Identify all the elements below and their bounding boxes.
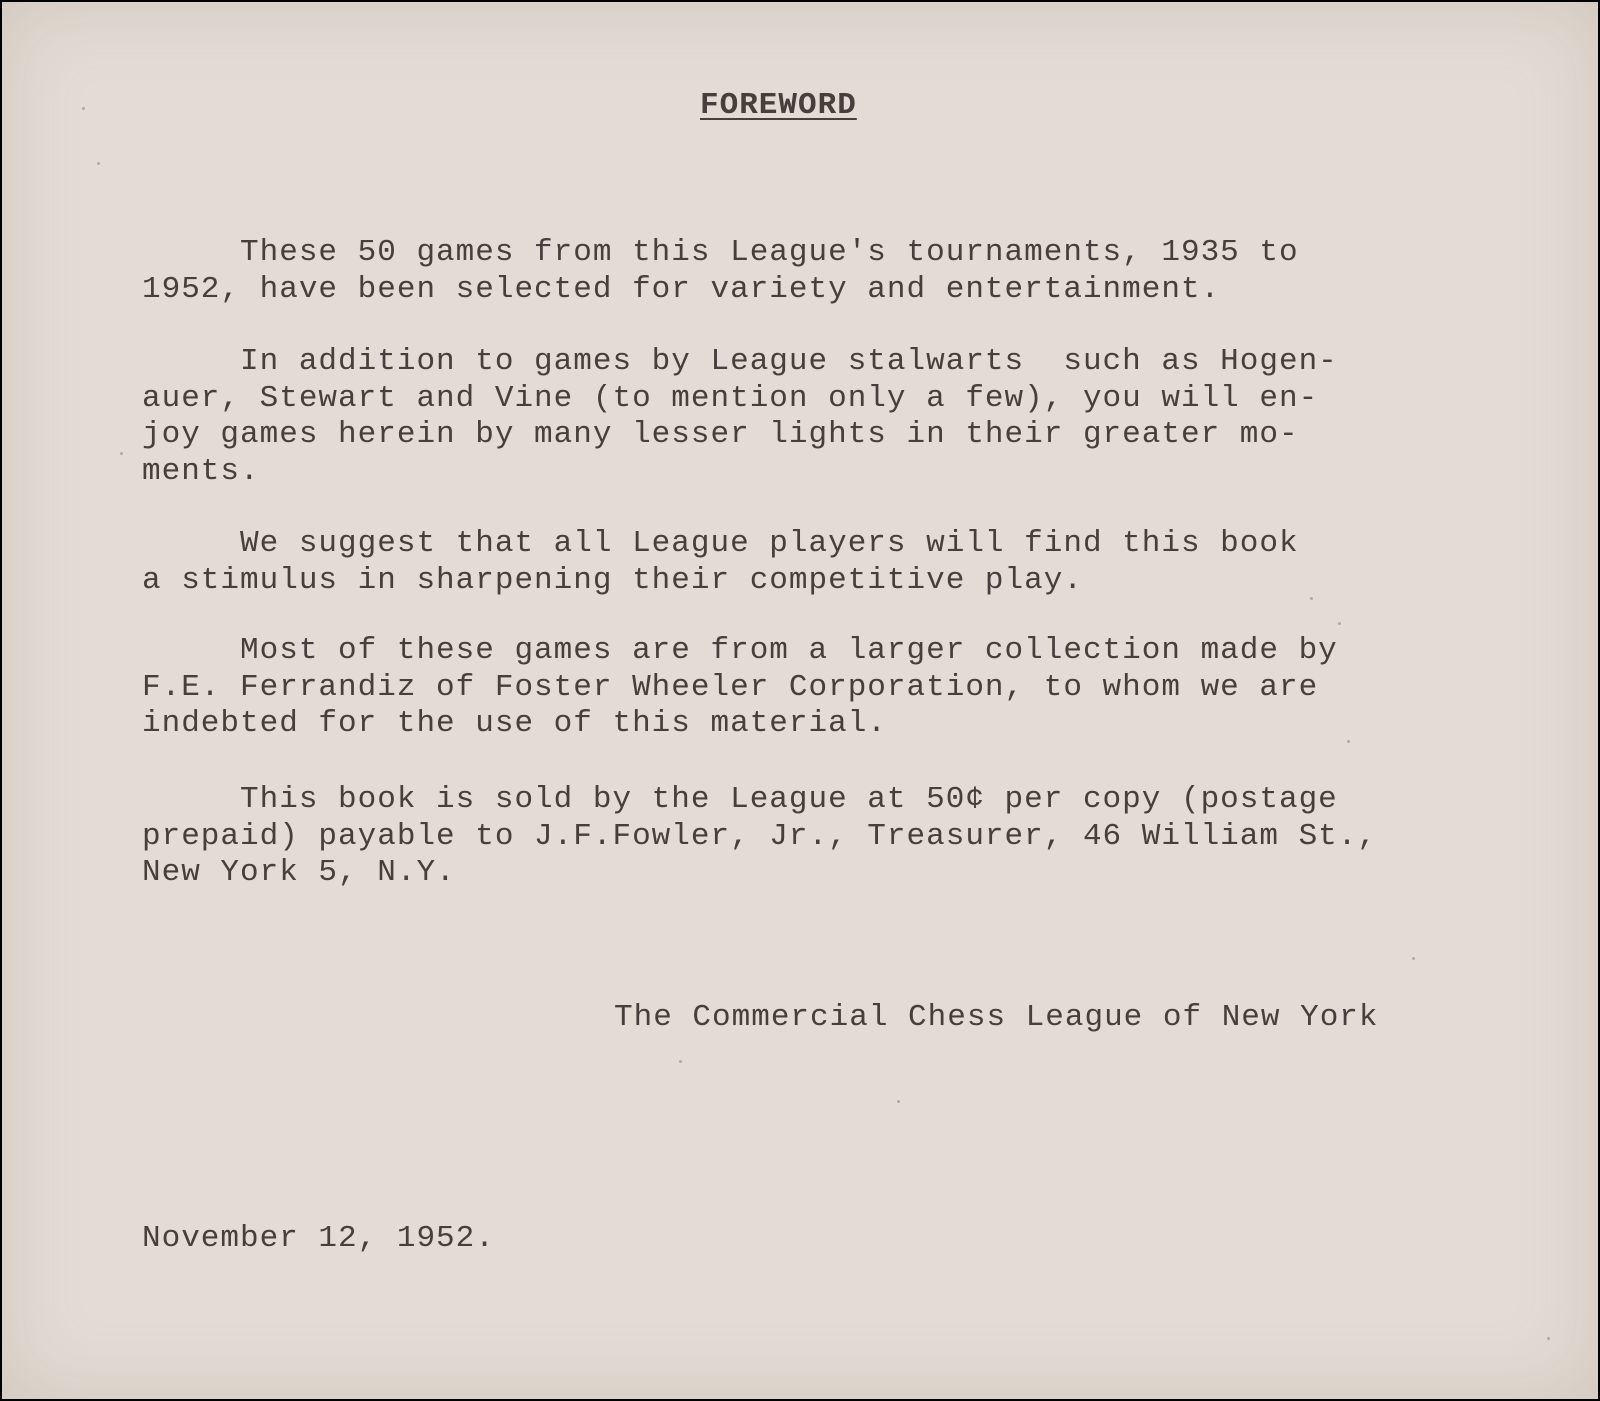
paragraph-games-selection: These 50 games from this League's tournaments, 1935 to 1952, have been selected for variety and entertainment. xyxy=(142,235,1299,307)
paper-speck xyxy=(897,1100,900,1103)
paper-speck xyxy=(1547,1337,1550,1340)
paragraph-league-players: In addition to games by League stalwarts such as Hogen- auer, Stewart and Vine (to mention only a few), you will en- joy games herein by many lesser lights in their greater mo- ments. xyxy=(142,344,1338,489)
paragraph-stimulus: We suggest that all League players will find this book a stimulus in sharpening their competitive play. xyxy=(142,526,1299,598)
paper-speck xyxy=(82,107,85,110)
paragraph-price-info: This book is sold by the League at 50¢ per copy (postage prepaid) payable to J.F.Fowler, Jr., Treasurer, 46 William St., New York 5, N.Y. xyxy=(142,782,1377,890)
signature-line: The Commercial Chess League of New York xyxy=(614,1000,1379,1035)
paper-speck xyxy=(1347,740,1350,743)
document-page xyxy=(2,2,1598,1399)
paper-speck xyxy=(679,1060,682,1063)
date-line: November 12, 1952. xyxy=(142,1221,495,1256)
paragraph-collection-credit: Most of these games are from a larger collection made by F.E. Ferrandiz of Foster Wheeler Corporation, to whom we are indebted for the use of this material. xyxy=(142,633,1338,741)
paper-speck xyxy=(97,162,100,165)
paper-speck xyxy=(1412,957,1415,960)
paper-speck xyxy=(1338,622,1341,625)
paper-speck xyxy=(1310,597,1313,600)
paper-speck xyxy=(120,452,123,455)
foreword-heading: FOREWORD xyxy=(700,88,857,123)
